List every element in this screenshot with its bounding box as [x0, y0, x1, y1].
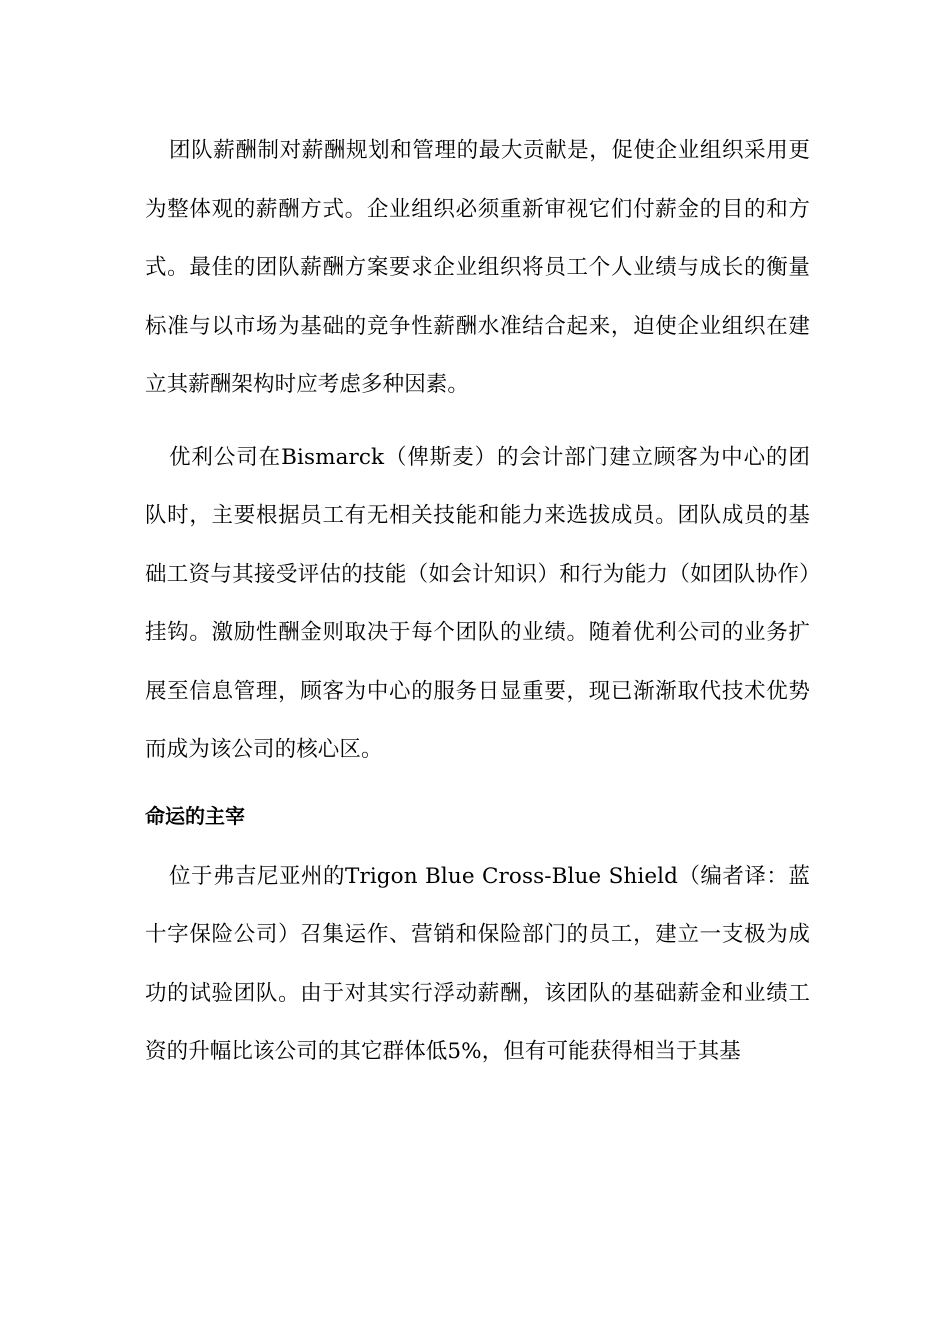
paragraph-team-pay: 团队薪酬制对薪酬规划和管理的最大贡献是，促使企业组织采用更为整体观的薪酬方式。企业组织必须重新审视它们付薪金的目的和方式。最佳的团队薪酬方案要求企业组织将员工个人业绩与成长的衡量标准与以市场为基础的竞争性薪酬水准结合起来，迫使企业组织在建立其薪酬架构时应考虑多种因素。: [145, 138, 810, 397]
document-body: [145, 122, 810, 1082]
section-heading: 命运的主宰: [145, 803, 245, 828]
paragraph-unisys-bismarck: 优利公司在Bismarck（俾斯麦）的会计部门建立顾客为中心的团队时，主要根据员工有无相关技能和能力来选拔成员。团队成员的基础工资与其接受评估的技能（如会计知识）和行为能力（如团队协作）挂钩。激励性酬金则取决于每个团队的业绩。随着优利公司的业务扩展至信息管理，顾客为中心的服务日显重要，现已渐渐取代技术优势而成为该公司的核心区。: [145, 444, 810, 762]
paragraph-trigon: 位于弗吉尼亚州的Trigon Blue Cross-Blue Shield（编者译：蓝十字保险公司）召集运作、营销和保险部门的员工，建立一支极为成功的试验团队。由于对其实行浮动薪酬，该团队的基础薪金和业绩工资的升幅比该公司的其它群体低5%，但有可能获得相当于其基: [145, 863, 810, 1064]
